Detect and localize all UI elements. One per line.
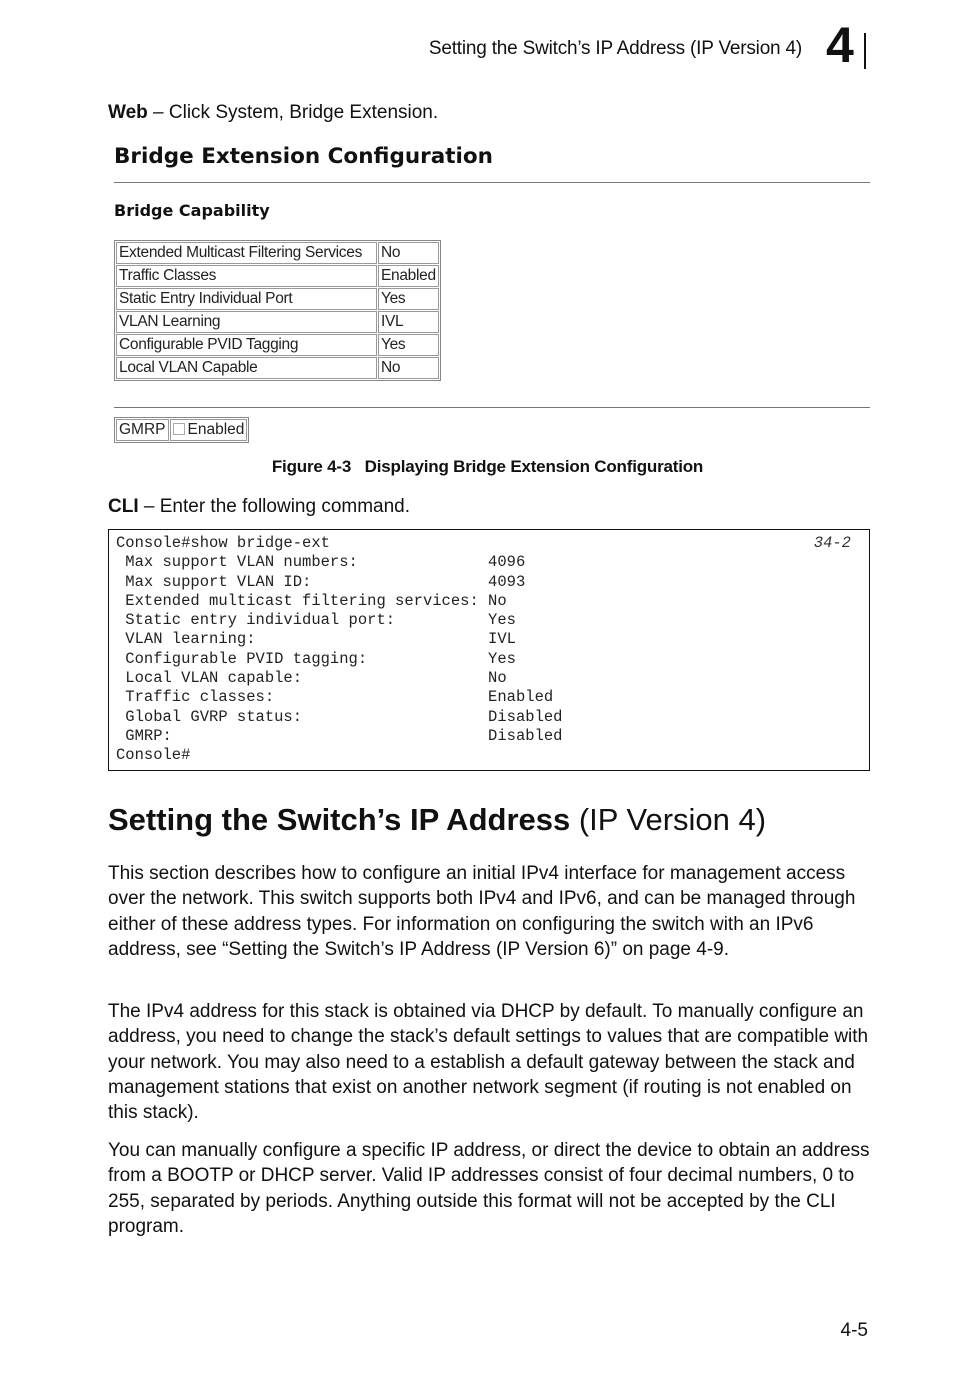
gmrp-setting bbox=[114, 417, 249, 443]
table-row bbox=[116, 357, 439, 379]
paragraph: This section describes how to configure an initial IPv4 interface for management access over the network. This switch supports both IPv4 and IPv6, and can be managed through either of these address types. For information on configuring the switch with an IPv6 address, see “Setting the Switch’s IP Address (IP Version 6)” on page 4-9. bbox=[108, 863, 856, 960]
table-row bbox=[116, 288, 439, 310]
code-line: Global GVRP status: Disabled bbox=[116, 707, 563, 726]
cli-output bbox=[116, 534, 562, 766]
section-title-bold: Setting the Switch’s IP Address bbox=[108, 802, 571, 837]
capability-name: Static Entry Individual Port bbox=[116, 288, 377, 310]
code-line: Console# bbox=[116, 746, 191, 765]
code-line: Extended multicast filtering services: No bbox=[116, 591, 507, 610]
cli-instruction bbox=[108, 496, 410, 518]
divider bbox=[114, 182, 870, 183]
chapter-number: 4 bbox=[826, 17, 854, 73]
capability-value: Yes bbox=[378, 288, 439, 310]
code-line: Static entry individual port: Yes bbox=[116, 611, 516, 630]
capability-name: Local VLAN Capable bbox=[116, 357, 377, 379]
capability-name: Extended Multicast Filtering Services bbox=[116, 242, 377, 264]
web-instruction bbox=[108, 102, 438, 124]
capability-value: Yes bbox=[378, 334, 439, 356]
web-label: Web bbox=[108, 102, 148, 123]
code-line: Local VLAN capable: No bbox=[116, 669, 507, 688]
cli-code-block bbox=[108, 529, 870, 771]
capability-value: IVL bbox=[378, 311, 439, 333]
table-row bbox=[116, 334, 439, 356]
panel-title: Bridge Extension Configuration bbox=[114, 144, 493, 169]
table-row bbox=[116, 265, 439, 287]
table-row bbox=[116, 242, 439, 264]
table-row bbox=[116, 311, 439, 333]
chapter-divider bbox=[864, 33, 866, 69]
paragraph: The IPv4 address for this stack is obtained via DHCP by default. To manually configure an address, you need to change the stack’s default settings to values that are compatible with your network. You may also need to a establish a default gateway between the stack and management stations that exist on another network segment (if routing is not enabled on this stack). bbox=[108, 1001, 869, 1124]
cli-reference: 34-2 bbox=[813, 534, 851, 552]
gmrp-checkbox-label: Enabled bbox=[187, 421, 245, 438]
section-title-normal: (IP Version 4) bbox=[570, 802, 767, 837]
capability-name: VLAN Learning bbox=[116, 311, 377, 333]
cli-label: CLI bbox=[108, 496, 139, 517]
figure-caption: Figure 4-3 Displaying Bridge Extension Configuration bbox=[271, 457, 704, 476]
web-instruction-text: – Click System, Bridge Extension. bbox=[147, 102, 439, 123]
capability-name: Traffic Classes bbox=[116, 265, 377, 287]
page-number: 4-5 bbox=[840, 1320, 868, 1341]
code-line: Console#show bridge-ext bbox=[116, 534, 330, 552]
running-header: Setting the Switch’s IP Address (IP Version 4) bbox=[428, 38, 802, 59]
section-title bbox=[108, 802, 766, 838]
code-line: Configurable PVID tagging: Yes bbox=[116, 649, 516, 668]
cli-instruction-text: – Enter the following command. bbox=[138, 496, 411, 517]
capability-value: Enabled bbox=[378, 265, 439, 287]
checkbox-icon[interactable] bbox=[173, 423, 185, 435]
capability-value: No bbox=[378, 357, 439, 379]
capability-value: No bbox=[378, 242, 439, 264]
gmrp-label: GMRP bbox=[116, 419, 169, 441]
code-line: GMRP: Disabled bbox=[116, 726, 563, 745]
code-line: Max support VLAN ID: 4093 bbox=[116, 572, 526, 591]
paragraph: You can manually configure a specific IP address, or direct the device to obtain an address from a BOOTP or DHCP server. Valid IP addresses consist of four decimal numbers, 0 to 255, separated by periods. Anything outside this format will not be accepted by the CLI program. bbox=[108, 1140, 870, 1237]
capability-table bbox=[114, 240, 441, 381]
code-line: Traffic classes: Enabled bbox=[116, 688, 554, 707]
code-line: VLAN learning: IVL bbox=[116, 630, 516, 649]
capability-name: Configurable PVID Tagging bbox=[116, 334, 377, 356]
code-line: Max support VLAN numbers: 4096 bbox=[116, 553, 526, 572]
capability-heading: Bridge Capability bbox=[114, 201, 270, 220]
gmrp-enabled-checkbox[interactable] bbox=[170, 419, 248, 441]
divider bbox=[114, 407, 870, 408]
